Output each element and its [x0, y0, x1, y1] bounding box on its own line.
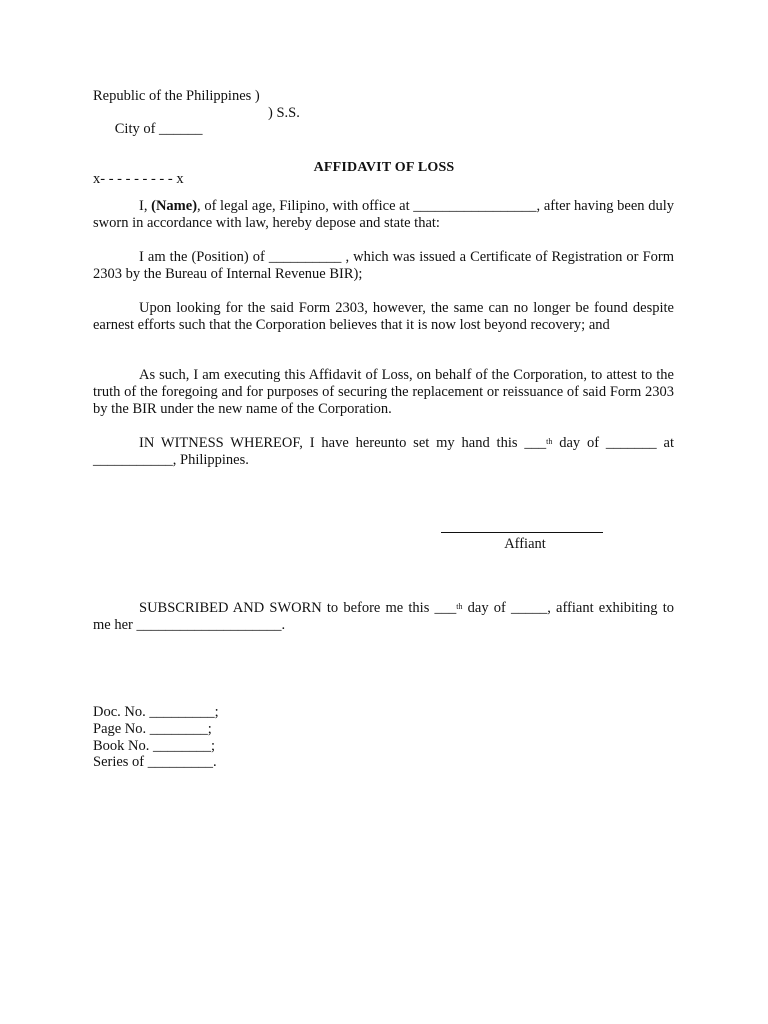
- paragraph-position: I am the (Position) of __________ , which was issued a Certificate of Registration or Form 2303 by the Bureau of Internal Revenue BIR);: [93, 249, 674, 282]
- declarant-name: (Name): [151, 198, 198, 214]
- page-no: Page No. ________;: [93, 720, 212, 737]
- venue-ss: ) S.S.: [268, 104, 300, 121]
- affiant-label: Affiant: [504, 536, 546, 552]
- affiant-signature-line: [441, 532, 603, 533]
- ordinal-suffix: th: [456, 602, 463, 611]
- venue-city: City of ______: [114, 121, 203, 137]
- paragraph-jurat: SUBSCRIBED AND SWORN to before me this ___$^{th}$ day of _____, affiant exhibiting to me her ____________________.: [93, 600, 674, 633]
- venue-republic: Republic of the Philippines ): [93, 88, 260, 104]
- paragraph-declarant: I, (Name), of legal age, Filipino, with office at _________________, after having been duly sworn in accordance with law, hereby depose and state that:: [93, 198, 674, 231]
- doc-no: Doc. No. _________;: [93, 704, 219, 720]
- series-of: Series of _________.: [93, 754, 217, 771]
- ordinal-suffix: th: [546, 437, 553, 446]
- document-title: AFFIDAVIT OF LOSS: [313, 160, 455, 175]
- paragraph-loss: Upon looking for the said Form 2303, however, the same can no longer be found despite earnest efforts such that the Corporation believes that it is now lost beyond recovery; and: [93, 300, 674, 333]
- book-no: Book No. ________;: [93, 737, 216, 754]
- paragraph-purpose: As such, I am executing this Affidavit of Loss, on behalf of the Corporation, to attest to the truth of the foregoing and for purposes of securing the replacement or reissuance of said Form 2303 by the BIR under the new name of the Corporation.: [93, 367, 674, 417]
- notarial-register: [93, 704, 219, 771]
- paragraph-witness: IN WITNESS WHEREOF, I have hereunto set my hand this ___$^{th}$ day of _______ at ___________, Philippines.: [93, 435, 674, 468]
- venue-separator: x- - - - - - - - - x: [93, 170, 184, 187]
